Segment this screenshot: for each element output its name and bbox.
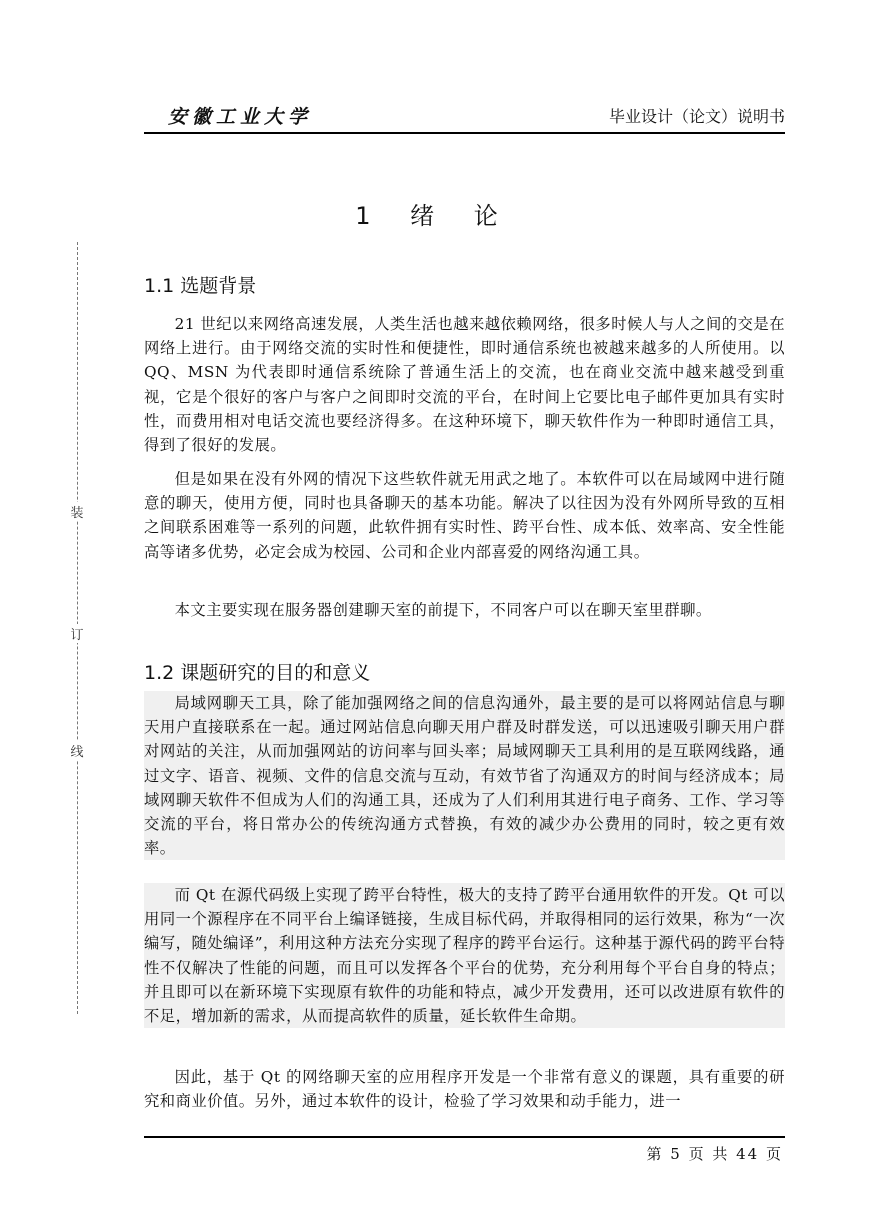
binding-mark-ding: 订: [67, 624, 87, 643]
paragraph-purpose-3: 因此，基于 Qt 的网络聊天室的应用程序开发是一个非常有意义的课题，具有重要的研究和商业价值。另外，通过本软件的设计，检验了学习效果和动手能力，进一: [144, 1068, 785, 1111]
university-name: 安徽工业大学: [168, 106, 313, 128]
paragraph-background-3: 本文主要实现在服务器创建聊天室的前提下，不同客户可以在聊天室里群聊。: [174, 601, 712, 619]
paragraph-background-1: 21 世纪以来网络高速发展，人类生活也越来越依赖网络，很多时候人与人之间的交是在网络上进行。由于网络交流的实时性和便捷性，即时通信系统也被越来越多的人所使用。以 QQ、MSN 为代表即时通信系统除了普通生活上的交流，也在商业交流中越来越受到重视，它是个很好的客户与客户之间即时交流的平台，在时间上它要比电子邮件更加具有实时性，而费用相对电话交流也要经济得多。在这种环境下，聊天软件作为一种即时通信工具，得到了很好的发展。: [144, 315, 785, 455]
document-type: 毕业设计（论文）说明书: [608, 107, 785, 126]
binding-mark-xian: 线: [67, 741, 87, 760]
binding-mark-zhuang: 装: [67, 502, 87, 521]
header-divider: [144, 132, 785, 134]
paragraph-purpose-1: 局域网聊天工具，除了能加强网络之间的信息沟通外，最主要的是可以将网站信息与聊天用户直接联系在一起。通过网站信息向聊天用户群及时群发送，可以迅速吸引聊天用户群对网站的关注，从而加强网站的访问率与回头率；局域网聊天工具利用的是互联网线路，通过文字、语音、视频、文件的信息交流与互动，有效节省了沟通双方的时间与经济成本；局域网聊天软件不但成为人们的沟通工具，还成为了人们利用其进行电子商务、工作、学习等交流的平台，将日常办公的传统沟通方式替换，有效的减少办公费用的同时，较之更有效率。: [144, 691, 785, 860]
section-heading-purpose: 1.2 课题研究的目的和意义: [144, 662, 371, 684]
page-number: 第 5 页 共 44 页: [646, 1145, 783, 1163]
chapter-title: 1 绪 论: [355, 202, 514, 230]
section-heading-background: 1.1 选题背景: [144, 275, 257, 297]
paragraph-background-2: 但是如果在没有外网的情况下这些软件就无用武之地了。本软件可以在局域网中进行随意的聊天，使用方便，同时也具备聊天的基本功能。解决了以往因为没有外网所导致的互相之间联系困难等一系列的问题，此软件拥有实时性、跨平台性、成本低、效率高、安全性能高等诸多优势，必定会成为校园、公司和企业内部喜爱的网络沟通工具。: [144, 470, 785, 561]
paragraph-purpose-2: 而 Qt 在源代码级上实现了跨平台特性，极大的支持了跨平台通用软件的开发。Qt 可以用同一个源程序在不同平台上编译链接，生成目标代码，并取得相同的运行效果，称为“一次编写，随处编译”，利用这种方法充分实现了程序的跨平台运行。这种基于源代码的跨平台特性不仅解决了性能的问题，而且可以发挥各个平台的优势，充分利用每个平台自身的特点；并且即可以在新环境下实现原有软件的功能和特点，减少开发费用，还可以改进原有软件的不足，增加新的需求，从而提高软件的质量，延长软件生命期。: [144, 883, 785, 1028]
footer-divider: [144, 1136, 785, 1138]
